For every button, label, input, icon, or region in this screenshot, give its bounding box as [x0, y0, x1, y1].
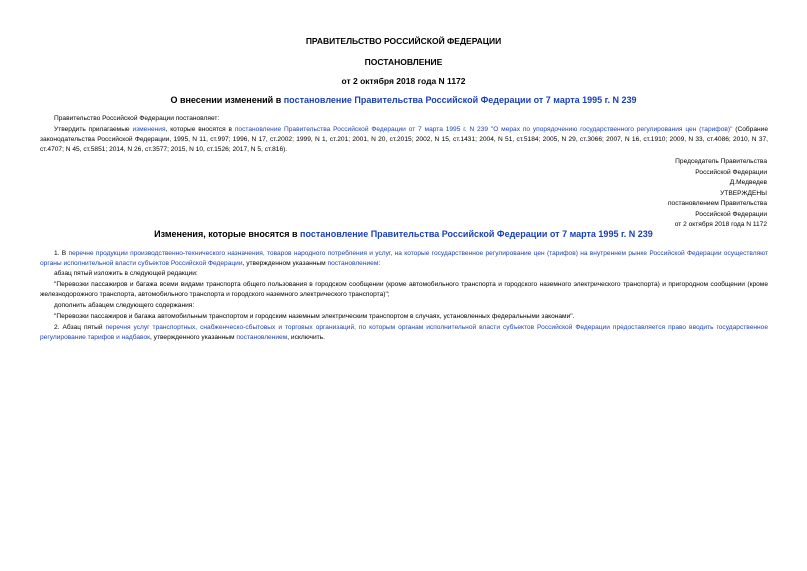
item2-text-1: 2. Абзац пятый — [54, 324, 106, 331]
item-1 — [40, 249, 768, 269]
approval-line-3: Российской Федерации — [695, 210, 767, 218]
approval-line-4: от 2 октября 2018 года N 1172 — [674, 221, 767, 228]
item2-text-2: , утвержденного указанным — [150, 334, 237, 341]
title-prefix: О внесении изменений в — [170, 95, 284, 105]
item1-sub1: абзац пятый изложить в следующей редакции: — [54, 270, 198, 277]
document-title — [0, 95, 807, 105]
link-product-list[interactable]: перечне продукции производственно-технического назначения, товаров народного потребления и услуг, на которые государственное регулирование цен (тарифов) на внутреннем рынке Российской Федерации осуществляют органы исполнительной власти субъектов Российской Федерации — [40, 250, 768, 267]
approval-line-1: УТВЕРЖДЕНЫ — [720, 189, 767, 197]
preamble: Правительство Российской Федерации постановляет: — [54, 115, 220, 122]
approval-line-2: постановлением Правительства — [667, 200, 767, 207]
signature-position-2: Российской Федерации — [695, 168, 767, 176]
title-link-resolution-239[interactable]: постановление Правительства Российской Федерации от 7 марта 1995 г. N 239 — [283, 95, 637, 105]
signature-block — [668, 157, 767, 231]
link-resolution-239-full[interactable]: постановление Правительства Российской Федерации от 7 марта 1995 г. N 239 "О мерах по упорядочению государственного регулирования цен (тарифов)" — [234, 126, 733, 133]
document-date-number: от 2 октября 2018 года N 1172 — [341, 76, 466, 86]
item1-text-2: , утвержденном указанным — [242, 260, 328, 267]
link-changes[interactable]: изменения — [132, 126, 166, 133]
approve-text-3: (Собрание законодательства Российской Федерации, 1995, N 11, ст.997; 1996, N 17, ст.2002; 1999, N 1, ст.201; 2001, N 20, ст.2015; 2002, N 15, ст.1431; 2004, N 51, ст.5184; 2005, N 29, ст.3066; 2007, N 16, ст.1910; 2009, N 33, ст.4086; 2010, N 37, ст.4707; N 45, ст.5851; 2014, N 26, ст.3577; 2015, N 10, ст.1526; 2017, N 5, ст.816). — [40, 126, 769, 153]
changes-title — [0, 229, 807, 239]
item1-text-1: 1. В — [54, 250, 69, 257]
link-services-list[interactable]: перечня услуг транспортных, снабженческо-сбытовых и торговых организаций, по которым органам исполнительной власти субъектов Российской Федерации предоставляется право вводить государственное регулирование тарифов и надбавок — [40, 324, 768, 341]
approve-text-2: , которые вносятся в — [165, 126, 235, 133]
item2-text-3: , исключить. — [287, 334, 325, 341]
signature-name: Д.Медведев — [729, 179, 767, 186]
changes-title-link[interactable]: постановление Правительства Российской Федерации от 7 марта 1995 г. N 239 — [300, 229, 653, 239]
item1-text-3: : — [378, 260, 381, 267]
approve-paragraph — [40, 125, 768, 155]
link-resolution-2[interactable]: постановлением — [236, 334, 288, 341]
item-2 — [40, 323, 768, 343]
item1-quote2: "Перевозки пассажиров и багажа автомобильным транспортом и городским наземным электрическим транспортом в случаях, установленных федеральными законами". — [54, 313, 575, 320]
link-resolution[interactable]: постановлением — [327, 260, 379, 267]
changes-title-prefix: Изменения, которые вносятся в — [154, 229, 301, 239]
item1-sub2: дополнить абзацем следующего содержания: — [54, 302, 195, 309]
item1-quote1: "Перевозки пассажиров и багажа всеми видами транспорта общего пользования в городском сообщении (кроме автомобильного транспорта и городского наземного электрического транспорта) и пригородном сообщении (кроме железнодорожного транспорта, автомобильного транспорта и городского наземного электрического транспорта)"; — [40, 281, 768, 298]
document-type: ПОСТАНОВЛЕНИЕ — [364, 57, 443, 67]
signature-position-1: Председатель Правительства — [675, 158, 767, 165]
approve-text-1: Утвердить прилагаемые — [54, 126, 133, 133]
issuing-authority: ПРАВИТЕЛЬСТВО РОССИЙСКОЙ ФЕДЕРАЦИИ — [305, 36, 502, 46]
